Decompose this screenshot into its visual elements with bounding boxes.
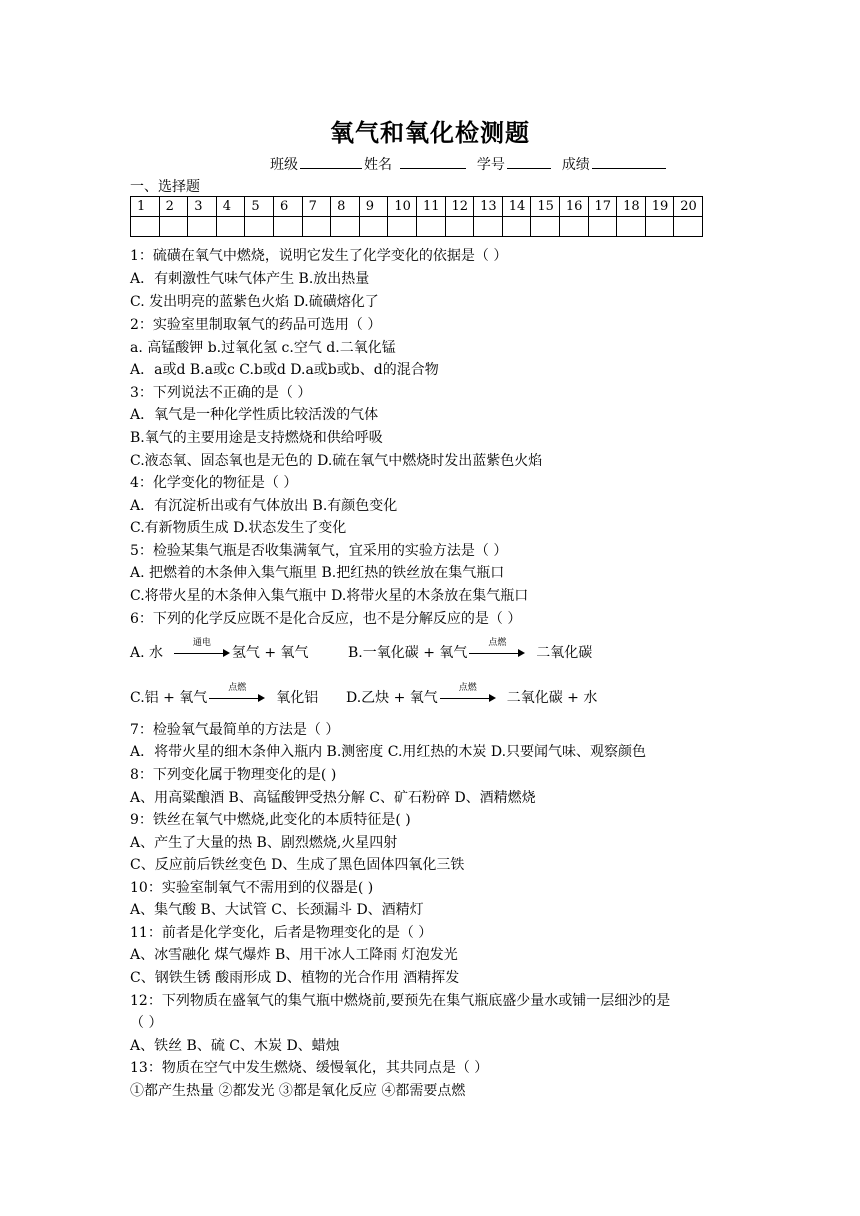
question-line: 12：下列物质在盛氧气的集气瓶中燃烧前,要预先在集气瓶底盛少量水或铺一层细沙的是 (130, 993, 671, 1009)
question-line: A．有沉淀析出或有气体放出 B.有颜色变化 (130, 498, 398, 514)
question-line: A．将带火星的细木条伸入瓶内 B.测密度 C.用红热的木炭 D.只要闻气味、观察颜色 (130, 744, 647, 760)
answer-number-cell: 15 (531, 197, 560, 217)
answer-number-cell: 12 (445, 197, 474, 217)
question-line: 4：化学变化的物征是（ ） (130, 475, 298, 491)
reaction-arrow (469, 638, 525, 660)
answer-input-cell[interactable] (559, 217, 588, 237)
q6-d-reactant: D.乙炔 + 氧气 (346, 690, 438, 706)
answer-input-cell[interactable] (131, 217, 160, 237)
answer-input-cell[interactable] (388, 217, 417, 237)
name-label: 姓名 (364, 157, 392, 173)
answer-number-cell: 5 (245, 197, 274, 217)
question-line: 13：物质在空气中发生燃烧、缓慢氧化，其共同点是（ ） (130, 1060, 489, 1076)
answer-input-cell[interactable] (617, 217, 646, 237)
student-info-row (270, 154, 668, 174)
answer-number-cell: 17 (588, 197, 617, 217)
answer-input-cell[interactable] (531, 217, 560, 237)
question-line: 1：硫磺在氧气中燃烧，说明它发生了化学变化的依据是（ ） (130, 248, 508, 264)
question-line: a. 高锰酸钾 b.过氧化氢 c.空气 d.二氧化锰 (130, 340, 396, 356)
answer-input-cell[interactable] (216, 217, 245, 237)
answer-input-cell[interactable] (331, 217, 360, 237)
answer-input-cell[interactable] (188, 217, 217, 237)
q6-c-reactant: C.铝 + 氧气 (130, 690, 208, 706)
answer-number-cell: 7 (302, 197, 331, 217)
question-line: （ ） (130, 1015, 163, 1031)
answer-number-cell: 4 (216, 197, 245, 217)
question-line: 6：下列的化学反应既不是化合反应，也不是分解反应的是（ ） (130, 611, 522, 627)
answer-input-cell[interactable] (645, 217, 674, 237)
page-title: 氧气和氧化检测题 (330, 119, 530, 147)
question-line: A. 把燃着的木条伸入集气瓶里 B.把红热的铁丝放在集气瓶口 (130, 565, 505, 581)
answer-number-row (131, 197, 703, 217)
question-line: A、冰雪融化 煤气爆炸 B、用干冰人工降雨 灯泡发光 (130, 947, 458, 963)
answer-input-cell[interactable] (445, 217, 474, 237)
question-line: 7：检验氧气最简单的方法是（ ） (130, 722, 340, 738)
question-line: B.氧气的主要用途是支持燃烧和供给呼吸 (130, 430, 383, 446)
q6-b-reactant: B.一氧化碳 + 氧气 (348, 645, 468, 661)
answer-number-cell: 10 (388, 197, 417, 217)
answer-number-cell: 2 (159, 197, 188, 217)
question-line: A、铁丝 B、硫 C、木炭 D、蜡烛 (130, 1038, 340, 1054)
q6-option-d (346, 683, 598, 707)
answer-input-cell[interactable] (359, 217, 388, 237)
question-line: C.将带火星的木条伸入集气瓶中 D.将带火星的木条放在集气瓶口 (130, 588, 529, 604)
answer-input-cell[interactable] (159, 217, 188, 237)
score-label: 成绩 (561, 157, 590, 173)
answer-blank-row (131, 217, 703, 237)
question-line: ①都产生热量 ②都发光 ③都是氧化反应 ④都需要点燃 (130, 1083, 466, 1099)
reaction-arrow (174, 638, 230, 660)
answer-number-cell: 1 (131, 197, 160, 217)
answer-input-cell[interactable] (416, 217, 445, 237)
question-line: A、产生了大量的热 B、剧烈燃烧,火星四射 (130, 835, 398, 851)
question-line: A．a或d B.a或c C.b或d D.a或b或b、d的混合物 (130, 362, 439, 378)
question-line: C.液态氧、固态氧也是无色的 D.硫在氧气中燃烧时发出蓝紫色火焰 (130, 453, 543, 469)
question-line: 9：铁丝在氧气中燃烧,此变化的本质特征是( ) (130, 812, 411, 828)
id-label: 学号 (476, 157, 505, 173)
answer-number-cell: 20 (674, 197, 703, 217)
id-blank[interactable] (507, 154, 551, 169)
reaction-arrow (209, 683, 265, 705)
question-line: A、用高粱酿酒 B、高锰酸钾受热分解 C、矿石粉碎 D、酒精燃烧 (130, 790, 536, 806)
q6-a-product: 氢气 + 氧气 (231, 645, 309, 661)
answer-table (130, 196, 703, 237)
answer-input-cell[interactable] (674, 217, 703, 237)
question-line: 5：检验某集气瓶是否收集满氧气，宜采用的实验方法是（ ） (130, 543, 508, 559)
question-line: C. 发出明亮的蓝紫色火焰 D.硫磺熔化了 (130, 294, 379, 310)
answer-number-cell: 9 (359, 197, 388, 217)
question-line: A．氧气是一种化学性质比较活泼的气体 (130, 407, 379, 423)
question-line: 10：实验室制氧气不需用到的仪器是( ) (130, 880, 374, 896)
arrow-condition: 点燃 (488, 638, 507, 648)
arrow-condition: 通电 (192, 638, 211, 648)
question-line: A．有刺激性气味气体产生 B.放出热量 (130, 271, 370, 287)
answer-number-cell: 6 (273, 197, 302, 217)
question-line: C.有新物质生成 D.状态发生了变化 (130, 520, 347, 536)
question-line: 3：下列说法不正确的是（ ） (130, 385, 312, 401)
q6-d-product: 二氧化碳 + 水 (506, 690, 598, 706)
section-heading: 一、选择题 (130, 179, 200, 195)
answer-input-cell[interactable] (273, 217, 302, 237)
question-line: C、钢铁生锈 酸雨形成 D、植物的光合作用 酒精挥发 (130, 970, 460, 986)
reaction-arrow (440, 683, 496, 705)
q6-option-c (130, 683, 319, 707)
answer-number-cell: 11 (416, 197, 445, 217)
q6-option-a (130, 638, 309, 662)
answer-input-cell[interactable] (474, 217, 503, 237)
q6-b-product: 二氧化碳 (536, 645, 593, 661)
arrow-condition: 点燃 (228, 683, 247, 693)
answer-number-cell: 13 (474, 197, 503, 217)
question-line: 8：下列变化属于物理变化的是( ) (130, 767, 337, 783)
q6-a-reactant: A. 水 (130, 645, 164, 661)
answer-input-cell[interactable] (302, 217, 331, 237)
q6-c-product: 氧化铝 (276, 690, 319, 706)
class-label: 班级 (270, 157, 298, 173)
question-line: 11：前者是化学变化，后者是物理变化的是（ ） (130, 925, 433, 941)
answer-number-cell: 8 (331, 197, 360, 217)
answer-input-cell[interactable] (245, 217, 274, 237)
arrow-condition: 点燃 (458, 683, 477, 693)
q6-option-b (348, 638, 593, 662)
answer-number-cell: 19 (645, 197, 674, 217)
answer-number-cell: 3 (188, 197, 217, 217)
answer-number-cell: 16 (559, 197, 588, 217)
answer-number-cell: 14 (502, 197, 531, 217)
answer-input-cell[interactable] (588, 217, 617, 237)
answer-number-cell: 18 (617, 197, 646, 217)
name-blank[interactable] (400, 154, 466, 169)
class-blank[interactable] (300, 154, 362, 169)
question-line: A、集气酸 B、大试管 C、长颈漏斗 D、酒精灯 (130, 902, 424, 918)
score-blank[interactable] (592, 154, 666, 169)
answer-input-cell[interactable] (502, 217, 531, 237)
question-line: C、反应前后铁丝变色 D、生成了黑色固体四氧化三铁 (130, 857, 465, 873)
question-line: 2：实验室里制取氧气的药品可选用（ ） (130, 317, 382, 333)
